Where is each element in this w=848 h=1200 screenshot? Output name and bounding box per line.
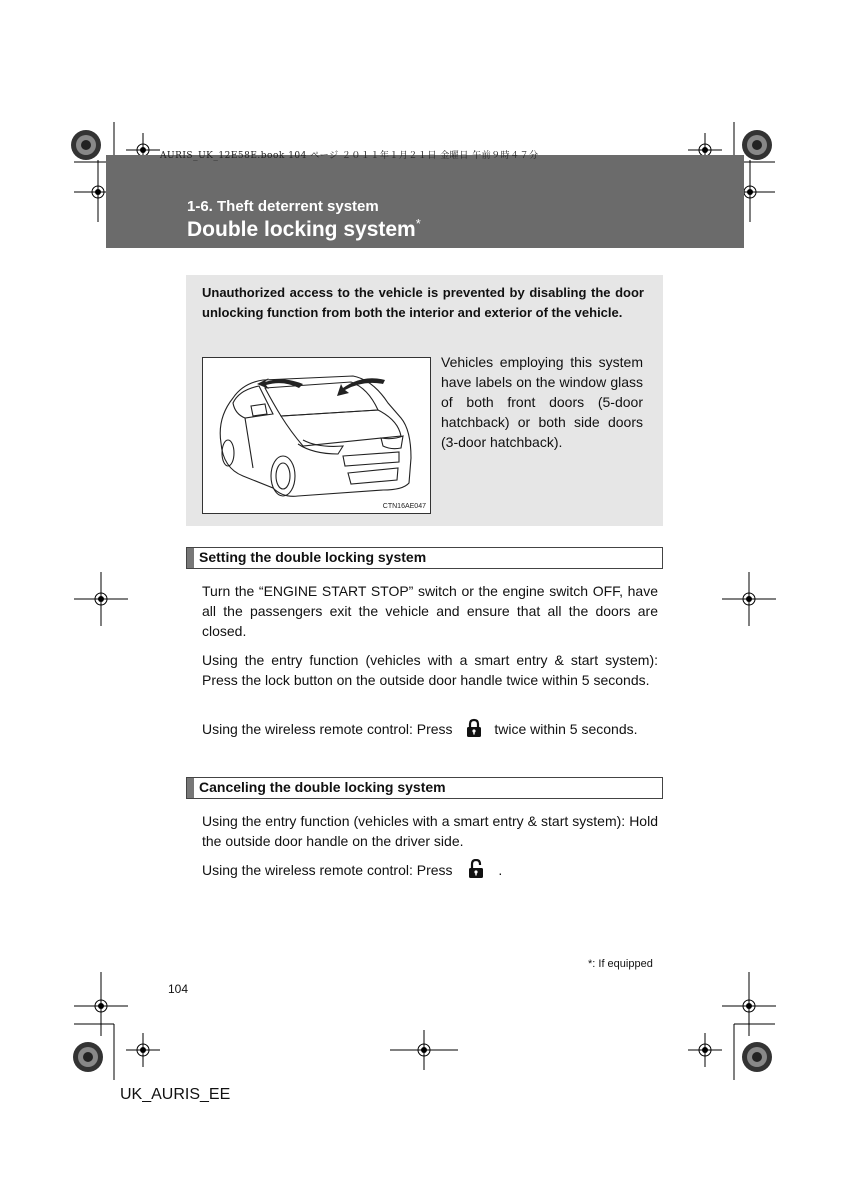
page-title-text: Double locking system bbox=[187, 218, 416, 241]
section-heading-canceling bbox=[186, 777, 663, 799]
canceling-paragraph-2 bbox=[202, 859, 658, 884]
document-code: UK_AURIS_EE bbox=[120, 1086, 231, 1103]
page-number: 104 bbox=[168, 982, 189, 996]
print-info: AURIS_UK_12E58E.book 104 ページ ２０１１年１月２１日 金曜日 午前９時４７分 bbox=[160, 151, 539, 161]
unlock-icon bbox=[468, 859, 484, 884]
car-illustration bbox=[202, 357, 431, 514]
lock-icon bbox=[466, 718, 482, 743]
footnote: *: If equipped bbox=[588, 958, 653, 970]
equipped-mark: * bbox=[415, 216, 421, 231]
intro-side-text: Vehicles employing this system have labels on the window glass of both front doors (5-door hatchback) or both side doors (3-door hatchback). bbox=[441, 354, 643, 450]
section-heading-setting bbox=[186, 547, 663, 569]
intro-text: Unauthorized access to the vehicle is prevented by disabling the door unlocking function from both the interior and exterior of the vehicle. bbox=[202, 285, 644, 320]
canceling-paragraph-2-end: . bbox=[498, 862, 503, 879]
heading-text: Canceling the double locking system bbox=[199, 779, 446, 795]
heading-bar bbox=[187, 548, 194, 568]
section-label: 1-6. Theft deterrent system bbox=[187, 198, 379, 215]
heading-bar bbox=[187, 778, 194, 798]
setting-paragraph-3-end: twice within 5 seconds. bbox=[494, 721, 638, 738]
heading-text: Setting the double locking system bbox=[199, 549, 427, 565]
setting-paragraph-3 bbox=[202, 718, 658, 743]
setting-paragraph-2: Using the entry function (vehicles with a smart entry & start system): Press the lock button on the outside door handle twice within 5 seconds. bbox=[202, 652, 658, 688]
car-drawing bbox=[203, 358, 430, 513]
setting-paragraph-3-start: Using the wireless remote control: Press bbox=[202, 721, 453, 738]
setting-paragraph-1: Turn the “ENGINE START STOP” switch or the engine switch OFF, have all the passengers exit the vehicle and ensure that all the doors are closed. bbox=[202, 583, 658, 639]
canceling-paragraph-2-start: Using the wireless remote control: Press bbox=[202, 862, 453, 879]
illustration-code: CTN16AE047 bbox=[382, 503, 426, 510]
page-title bbox=[187, 218, 421, 242]
canceling-paragraph-1: Using the entry function (vehicles with a smart entry & start system): Hold the outside door handle on the driver side. bbox=[202, 813, 658, 849]
